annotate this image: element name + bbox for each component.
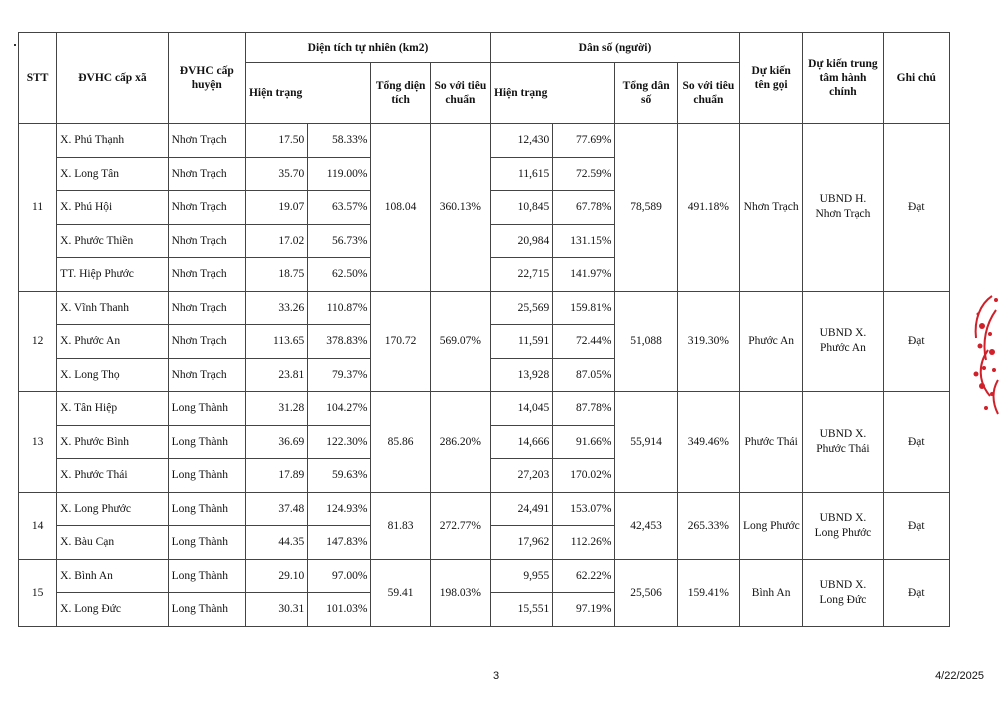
population-vs-standard-cell: 265.33%	[677, 492, 739, 559]
district-cell: Nhơn Trạch	[168, 191, 245, 225]
commune-cell: X. Phước Thái	[57, 459, 168, 493]
stt-cell: 11	[19, 124, 57, 292]
proposed-center-cell: UBND X. Phước Thái	[803, 392, 883, 493]
population-current-cell: 22,715	[490, 258, 552, 292]
population-percent-cell: 77.69%	[553, 124, 615, 158]
population-percent-cell: 67.78%	[553, 191, 615, 225]
area-total-cell: 81.83	[371, 492, 430, 559]
area-current-cell: 29.10	[245, 559, 307, 593]
stt-cell: 15	[19, 559, 57, 626]
note-cell: Đạt	[883, 291, 949, 392]
population-vs-standard-cell: 159.41%	[677, 559, 739, 626]
population-percent-cell: 170.02%	[553, 459, 615, 493]
population-total-cell: 78,589	[615, 124, 677, 292]
district-cell: Nhơn Trạch	[168, 224, 245, 258]
area-current-cell: 37.48	[245, 492, 307, 526]
population-percent-cell: 112.26%	[553, 526, 615, 560]
population-total-cell: 42,453	[615, 492, 677, 559]
header-stt: STT	[19, 33, 57, 124]
population-current-cell: 10,845	[490, 191, 552, 225]
note-cell: Đạt	[883, 492, 949, 559]
population-vs-standard-cell: 491.18%	[677, 124, 739, 292]
table-row	[19, 392, 950, 426]
stt-cell: 14	[19, 492, 57, 559]
scan-speck	[14, 44, 16, 46]
page-number: 3	[493, 670, 500, 682]
commune-cell: X. Tân Hiệp	[57, 392, 168, 426]
district-cell: Long Thành	[168, 559, 245, 593]
area-current-cell: 17.02	[245, 224, 307, 258]
area-current-cell: 30.31	[245, 593, 307, 627]
population-current-cell: 11,591	[490, 325, 552, 359]
commune-cell: X. Phú Hội	[57, 191, 168, 225]
header-area-group: Diện tích tự nhiên (km2)	[245, 33, 490, 63]
proposed-name-cell: Bình An	[740, 559, 803, 626]
population-total-cell: 55,914	[615, 392, 677, 493]
population-current-cell: 14,666	[490, 425, 552, 459]
population-current-cell: 13,928	[490, 358, 552, 392]
area-percent-cell: 59.63%	[308, 459, 371, 493]
population-percent-cell: 141.97%	[553, 258, 615, 292]
commune-cell: X. Long Tân	[57, 157, 168, 191]
district-cell: Long Thành	[168, 392, 245, 426]
area-current-cell: 19.07	[245, 191, 307, 225]
header-district: ĐVHC cấp huyện	[168, 33, 245, 124]
header-pop-group: Dân số (người)	[490, 33, 739, 63]
commune-cell: X. Phú Thạnh	[57, 124, 168, 158]
header-area-total: Tổng diện tích	[371, 63, 430, 124]
commune-cell: X. Long Thọ	[57, 358, 168, 392]
area-current-cell: 17.50	[245, 124, 307, 158]
proposed-center-cell: UBND H. Nhơn Trạch	[803, 124, 883, 292]
area-percent-cell: 97.00%	[308, 559, 371, 593]
proposed-name-cell: Nhơn Trạch	[740, 124, 803, 292]
area-percent-cell: 79.37%	[308, 358, 371, 392]
area-vs-standard-cell: 360.13%	[430, 124, 490, 292]
population-current-cell: 9,955	[490, 559, 552, 593]
population-percent-cell: 91.66%	[553, 425, 615, 459]
proposed-name-cell: Phước An	[740, 291, 803, 392]
district-cell: Nhơn Trạch	[168, 258, 245, 292]
table-body	[19, 124, 950, 627]
header-pop-vs-std: So với tiêu chuẩn	[677, 63, 739, 124]
table-row	[19, 124, 950, 158]
population-total-cell: 25,506	[615, 559, 677, 626]
district-cell: Nhơn Trạch	[168, 358, 245, 392]
district-cell: Nhơn Trạch	[168, 291, 245, 325]
header-pop-total: Tổng dân số	[615, 63, 677, 124]
population-total-cell: 51,088	[615, 291, 677, 392]
note-cell: Đạt	[883, 392, 949, 493]
commune-cell: X. Vĩnh Thanh	[57, 291, 168, 325]
district-cell: Long Thành	[168, 459, 245, 493]
commune-cell: X. Phước An	[57, 325, 168, 359]
area-current-cell: 35.70	[245, 157, 307, 191]
population-current-cell: 24,491	[490, 492, 552, 526]
header-note: Ghi chú	[883, 33, 949, 124]
area-current-cell: 23.81	[245, 358, 307, 392]
population-vs-standard-cell: 349.46%	[677, 392, 739, 493]
area-percent-cell: 62.50%	[308, 258, 371, 292]
population-percent-cell: 159.81%	[553, 291, 615, 325]
district-cell: Long Thành	[168, 593, 245, 627]
note-cell: Đạt	[883, 124, 949, 292]
commune-merger-table	[18, 32, 950, 627]
area-total-cell: 170.72	[371, 291, 430, 392]
stt-cell: 13	[19, 392, 57, 493]
commune-cell: X. Long Đức	[57, 593, 168, 627]
commune-cell: X. Long Phước	[57, 492, 168, 526]
area-current-cell: 17.89	[245, 459, 307, 493]
area-percent-cell: 104.27%	[308, 392, 371, 426]
area-total-cell: 59.41	[371, 559, 430, 626]
population-percent-cell: 62.22%	[553, 559, 615, 593]
district-cell: Long Thành	[168, 526, 245, 560]
proposed-center-cell: UBND X. Long Đức	[803, 559, 883, 626]
commune-cell: X. Bình An	[57, 559, 168, 593]
commune-cell: X. Bàu Cạn	[57, 526, 168, 560]
population-percent-cell: 153.07%	[553, 492, 615, 526]
proposed-center-cell: UBND X. Long Phước	[803, 492, 883, 559]
table-row	[19, 559, 950, 593]
district-cell: Long Thành	[168, 492, 245, 526]
area-percent-cell: 110.87%	[308, 291, 371, 325]
area-percent-cell: 119.00%	[308, 157, 371, 191]
area-percent-cell: 101.03%	[308, 593, 371, 627]
commune-cell: X. Phước Thiền	[57, 224, 168, 258]
note-cell: Đạt	[883, 559, 949, 626]
population-vs-standard-cell: 319.30%	[677, 291, 739, 392]
commune-cell: X. Phước Bình	[57, 425, 168, 459]
population-current-cell: 25,569	[490, 291, 552, 325]
area-current-cell: 33.26	[245, 291, 307, 325]
proposed-name-cell: Phước Thái	[740, 392, 803, 493]
area-vs-standard-cell: 272.77%	[430, 492, 490, 559]
header-area-current: Hiện trạng	[245, 63, 371, 124]
area-vs-standard-cell: 198.03%	[430, 559, 490, 626]
area-current-cell: 18.75	[245, 258, 307, 292]
area-current-cell: 113.65	[245, 325, 307, 359]
population-percent-cell: 87.05%	[553, 358, 615, 392]
district-cell: Nhơn Trạch	[168, 124, 245, 158]
population-current-cell: 12,430	[490, 124, 552, 158]
area-percent-cell: 122.30%	[308, 425, 371, 459]
area-percent-cell: 63.57%	[308, 191, 371, 225]
area-current-cell: 36.69	[245, 425, 307, 459]
stt-cell: 12	[19, 291, 57, 392]
population-current-cell: 20,984	[490, 224, 552, 258]
table-header	[19, 33, 950, 124]
district-cell: Long Thành	[168, 425, 245, 459]
header-area-vs-std: So với tiêu chuẩn	[430, 63, 490, 124]
district-cell: Nhơn Trạch	[168, 157, 245, 191]
population-current-cell: 11,615	[490, 157, 552, 191]
page-date: 4/22/2025	[935, 670, 984, 682]
population-percent-cell: 131.15%	[553, 224, 615, 258]
population-current-cell: 15,551	[490, 593, 552, 627]
area-total-cell: 85.86	[371, 392, 430, 493]
area-percent-cell: 378.83%	[308, 325, 371, 359]
commune-cell: TT. Hiệp Phước	[57, 258, 168, 292]
population-current-cell: 14,045	[490, 392, 552, 426]
table-row	[19, 492, 950, 526]
area-total-cell: 108.04	[371, 124, 430, 292]
area-current-cell: 44.35	[245, 526, 307, 560]
population-percent-cell: 97.19%	[553, 593, 615, 627]
area-percent-cell: 56.73%	[308, 224, 371, 258]
area-percent-cell: 58.33%	[308, 124, 371, 158]
red-seal-stamp	[952, 290, 1000, 420]
header-proposed-center: Dự kiến trung tâm hành chính	[803, 33, 883, 124]
area-vs-standard-cell: 569.07%	[430, 291, 490, 392]
proposed-name-cell: Long Phước	[740, 492, 803, 559]
area-percent-cell: 147.83%	[308, 526, 371, 560]
header-commune: ĐVHC cấp xã	[57, 33, 168, 124]
header-proposed-name: Dự kiến tên gọi	[740, 33, 803, 124]
area-percent-cell: 124.93%	[308, 492, 371, 526]
population-current-cell: 17,962	[490, 526, 552, 560]
area-current-cell: 31.28	[245, 392, 307, 426]
table-row	[19, 291, 950, 325]
proposed-center-cell: UBND X. Phước An	[803, 291, 883, 392]
population-percent-cell: 72.44%	[553, 325, 615, 359]
population-current-cell: 27,203	[490, 459, 552, 493]
header-pop-current: Hiện trạng	[490, 63, 615, 124]
district-cell: Nhơn Trạch	[168, 325, 245, 359]
population-percent-cell: 72.59%	[553, 157, 615, 191]
area-vs-standard-cell: 286.20%	[430, 392, 490, 493]
population-percent-cell: 87.78%	[553, 392, 615, 426]
